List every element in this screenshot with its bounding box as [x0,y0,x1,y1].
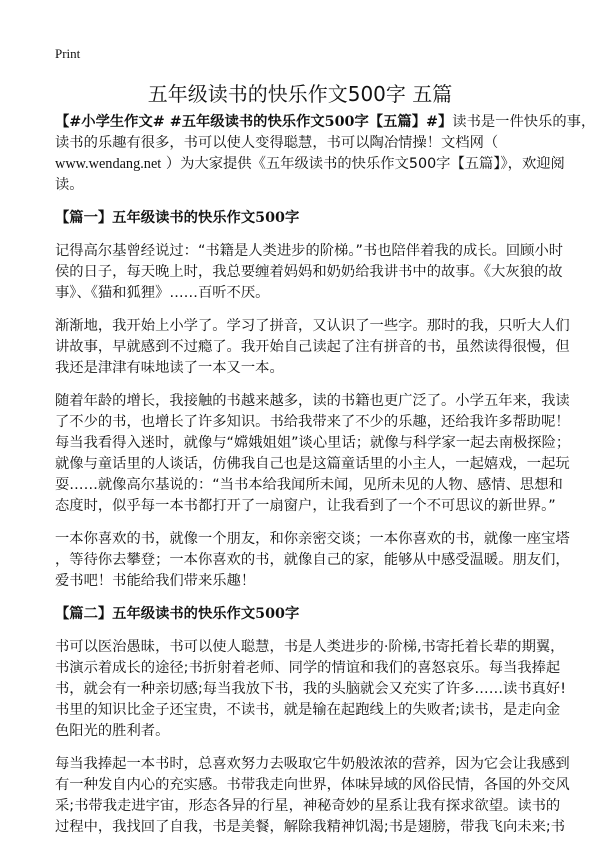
body-paragraph [55,529,570,592]
paragraph-line: 每当我看得入迷时，就像与“嫦娥姐姐”谈心里话；就像与科学家一起去南极探险； [55,435,571,451]
body-paragraph [55,754,570,838]
intro-text: 读书是一件快乐的事， [452,114,596,130]
paragraph-line: 书演示着成长的途径;书折射着老师、同学的情谊和我们的喜怒哀乐。每当我捧起 [55,660,561,676]
paragraph-line: 书，就会有一种亲切感;每当我放下书，我的头脑就会又充实了许多……读书真好! [55,681,566,697]
paragraph-line: 爱书吧！书能给我们带来乐趣！ [55,573,256,589]
intro-text: 读。 [55,177,84,193]
paragraph-line: 记得高尔基曾经说过：“书籍是人类进步的阶梯。”书也陪伴着我的成长。回顾小时 [55,243,564,259]
paragraph-line: 采;书带我走进宇宙，形态各异的行星，神秘奇妙的星系让我有探求欲望。读书的 [55,798,561,814]
section-heading: 【篇二】五年级读书的快乐作文500字 [55,606,300,622]
paragraph-line: 书可以医治愚昧，书可以使人聪慧，书是人类进步的·阶梯,书寄托着长辈的期翼， [55,639,565,655]
paragraph-line: 书里的知识比金子还宝贵，不读书，就是输在起跑线上的失败者;读书，是走向金 [55,702,561,718]
paragraph-line: 每当我捧起一本书时，总喜欢努力去吸取它牛奶般浓浓的营养，因为它会让我感到 [55,756,570,772]
intro-text: ）为大家提供《五年级读书的快乐作文500字【五篇】》，欢迎阅 [165,156,565,172]
body-paragraph [55,316,570,379]
section-heading: 【篇一】五年级读书的快乐作文500字 [55,210,300,226]
body-paragraph [55,637,565,742]
paragraph-line: ，等待你去攀登；一本你喜欢的书，就像自己的家，能够从中感受温暖。朋友们， [55,552,570,568]
paragraph-line: 随着年龄的增长，我接触的书越来越多，读的书籍也更广泛了。小学五年来，我读 [55,393,570,409]
paragraph-line: 讲故事，早就感到不过瘾了。我开始自己读起了注有拼音的书，虽然读得很慢，但 [55,339,570,355]
print-link[interactable]: Print [55,46,81,61]
paragraph-line: 一本你喜欢的书，就像一个朋友，和你亲密交谈；一本你喜欢的书，就像一座宝塔 [55,531,570,547]
body-paragraph [55,241,565,304]
paragraph-line: 色阳光的胜利者。 [55,723,170,739]
paragraph-line: 事》、《猫和狐狸》……百听不厌。 [55,285,270,301]
paragraph-line: 有一种发自内心的充实感。书带我走向世界，体味异域的风俗民情，各国的外交风 [55,777,570,793]
paragraph-line: 就像与童话里的人谈话，仿佛我自己也是这篇童话里的小主人，一起嬉戏，一起玩 [55,456,570,472]
paragraph-line: 过程中，我找回了自我，书是美餐，解除我精神饥渴;书是翅膀，带我飞向未来;书 [55,819,566,835]
paragraph-line: 态度时，似乎每一本书都打开了一扇窗户，让我看到了一个不可思议的新世界。” [55,498,556,514]
paragraph-line: 我还是津津有味地读了一本又一本。 [55,360,284,376]
intro-paragraph [55,112,596,196]
intro-tags: 【#小学生作文# #五年级读书的快乐作文500字【五篇】#】 [55,114,453,130]
intro-text: 读书的乐趣有很多，书可以使人变得聪慧，书可以陶冶情操！文档网（ [55,135,499,151]
article-body [55,112,596,850]
paragraph-line: 侯的日子，每天晚上时，我总要缠着妈妈和奶奶给我讲书中的故事。《大灰狼的故 [55,264,563,280]
site-url-link[interactable]: www.wendang.net [55,156,162,172]
paragraph-line: 了不少的书，也增长了许多知识。书给我带来了不少的乐趣，还给我许多帮助呢！ [55,414,570,430]
page-title: 五年级读书的快乐作文500字 五篇 [147,82,453,106]
body-paragraph [55,391,571,517]
paragraph-line: 渐渐地，我开始上小学了。学习了拼音，又认识了一些字。那时的我，只听大人们 [55,318,570,334]
paragraph-line: 耍……就像高尔基说的：“当书本给我闻所未闻，见所未见的人物、感情、思想和 [55,477,563,493]
